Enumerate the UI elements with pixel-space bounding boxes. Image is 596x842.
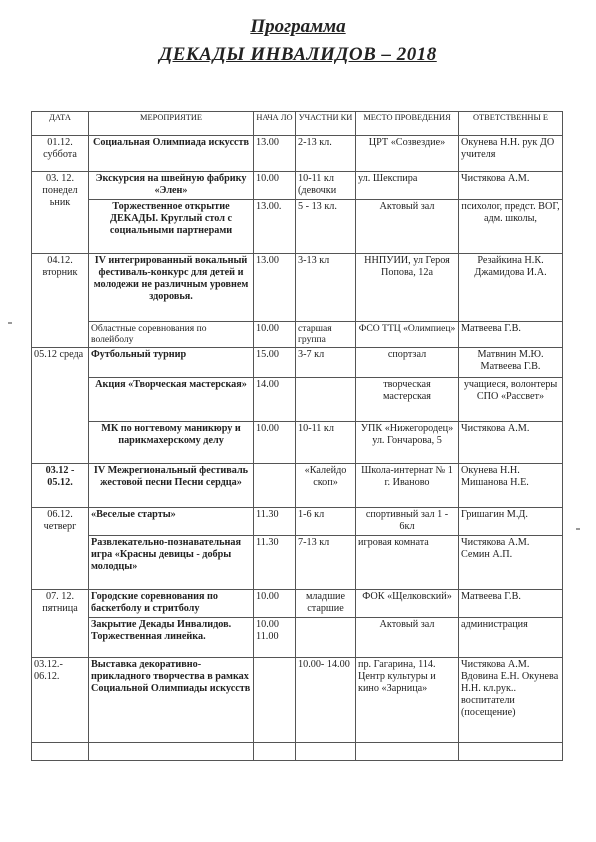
cell-participants: 7-13 кл bbox=[296, 536, 356, 590]
cell-start: 13.00 bbox=[254, 254, 296, 322]
table-row bbox=[32, 618, 563, 658]
cell-date: 07. 12. пятница bbox=[32, 590, 89, 658]
scan-speck bbox=[8, 322, 12, 324]
cell-event: Выставка декоративно-прикладного творчества в рамках Социальной Олимпиады искусств bbox=[89, 658, 254, 743]
cell-place: творческая мастерская bbox=[356, 378, 459, 422]
cell-participants: 3-13 кл bbox=[296, 254, 356, 322]
cell-start: 13.00 bbox=[254, 136, 296, 172]
cell-participants: 10-11 кл bbox=[296, 422, 356, 464]
cell-participants bbox=[296, 618, 356, 658]
cell-responsible: администрация bbox=[459, 618, 563, 658]
table-row bbox=[32, 590, 563, 618]
cell-participants bbox=[296, 378, 356, 422]
cell-place: ННПУИИ, ул Героя Попова, 12а bbox=[356, 254, 459, 322]
cell-place bbox=[356, 743, 459, 761]
header-place: МЕСТО ПРОВЕДЕНИЯ bbox=[356, 112, 459, 136]
cell-participants: 10.00- 14.00 bbox=[296, 658, 356, 743]
cell-start bbox=[254, 464, 296, 508]
cell-event: Экскурсия на швейную фабрику «Элен» bbox=[89, 172, 254, 200]
table-row bbox=[32, 172, 563, 200]
title-line-2: ДЕКАДЫ ИНВАЛИДОВ – 2018 bbox=[159, 44, 437, 65]
cell-start: 10.00 bbox=[254, 590, 296, 618]
cell-responsible: психолог, предст. ВОГ, адм. школы, bbox=[459, 200, 563, 254]
cell-responsible: Чистякова А.М. bbox=[459, 422, 563, 464]
table-row bbox=[32, 658, 563, 743]
table-row bbox=[32, 536, 563, 590]
cell-event bbox=[89, 743, 254, 761]
header-row bbox=[32, 112, 563, 136]
cell-start: 11.30 bbox=[254, 508, 296, 536]
table-row bbox=[32, 200, 563, 254]
cell-responsible: Чистякова А.М. Семин А.П. bbox=[459, 536, 563, 590]
cell-date: 01.12. суббота bbox=[32, 136, 89, 172]
cell-responsible: Резайкина Н.К. Джамидова И.А. bbox=[459, 254, 563, 322]
cell-event: «Веселые старты» bbox=[89, 508, 254, 536]
cell-date: 03.12.- 06.12. bbox=[32, 658, 89, 743]
cell-event: Городские соревнования по баскетболу и стритболу bbox=[89, 590, 254, 618]
header-responsible: ОТВЕТСТВЕННЫ Е bbox=[459, 112, 563, 136]
cell-event: Торжественное открытие ДЕКАДЫ. Круглый стол с социальными партнерами bbox=[89, 200, 254, 254]
cell-event: IV интегрированный вокальный фестиваль-конкурс для детей и молодежи не различным уровнем здоровья. bbox=[89, 254, 254, 322]
cell-start bbox=[254, 743, 296, 761]
cell-responsible: Окунева Н.Н. Мишанова Н.Е. bbox=[459, 464, 563, 508]
table-row bbox=[32, 348, 563, 378]
cell-start: 11.30 bbox=[254, 536, 296, 590]
cell-place: спортивный зал 1 - 6кл bbox=[356, 508, 459, 536]
cell-participants: «Калейдо скоп» bbox=[296, 464, 356, 508]
cell-place: ФОК «Щелковский» bbox=[356, 590, 459, 618]
schedule-table bbox=[31, 111, 563, 761]
cell-participants: 2-13 кл. bbox=[296, 136, 356, 172]
header-date: ДАТА bbox=[32, 112, 89, 136]
cell-start: 10.00 bbox=[254, 422, 296, 464]
cell-responsible: Матвеева Г.В. bbox=[459, 590, 563, 618]
cell-responsible: учащиеся, волонтеры СПО «Рассвет» bbox=[459, 378, 563, 422]
cell-date: 06.12. четверг bbox=[32, 508, 89, 590]
cell-place: ул. Шекспира bbox=[356, 172, 459, 200]
cell-participants: старшая группа bbox=[296, 322, 356, 348]
table-row bbox=[32, 378, 563, 422]
cell-start: 14.00 bbox=[254, 378, 296, 422]
cell-participants bbox=[296, 743, 356, 761]
cell-participants: 5 - 13 кл. bbox=[296, 200, 356, 254]
cell-responsible: Чистякова А.М. bbox=[459, 172, 563, 200]
table-row bbox=[32, 464, 563, 508]
cell-responsible bbox=[459, 743, 563, 761]
header-event: МЕРОПРИЯТИЕ bbox=[89, 112, 254, 136]
cell-participants: 10-11 кл (девочки bbox=[296, 172, 356, 200]
cell-event: Акция «Творческая мастерская» bbox=[89, 378, 254, 422]
cell-date: 04.12. вторник bbox=[32, 254, 89, 348]
table-row bbox=[32, 422, 563, 464]
cell-place: спортзал bbox=[356, 348, 459, 378]
scan-speck bbox=[576, 528, 580, 530]
cell-responsible: Гришагин М.Д. bbox=[459, 508, 563, 536]
cell-start: 13.00. bbox=[254, 200, 296, 254]
cell-place: УПК «Нижегородец» ул. Гончарова, 5 bbox=[356, 422, 459, 464]
cell-event: Развлекательно-познавательная игра «Красны девицы - добры молодцы» bbox=[89, 536, 254, 590]
table-row bbox=[32, 743, 563, 761]
cell-date: 05.12 среда bbox=[32, 348, 89, 464]
cell-start bbox=[254, 658, 296, 743]
cell-start: 10.00 bbox=[254, 322, 296, 348]
cell-responsible: Чистякова А.М. Вдовина Е.Н. Окунева Н.Н. кл.рук.. воспитатели (посещение) bbox=[459, 658, 563, 743]
cell-event: Социальная Олимпиада искусств bbox=[89, 136, 254, 172]
table-row bbox=[32, 508, 563, 536]
cell-place: Актовый зал bbox=[356, 618, 459, 658]
header-participants: УЧАСТНИ КИ bbox=[296, 112, 356, 136]
cell-event: IV Межрегиональный фестиваль жестовой песни Песни сердца» bbox=[89, 464, 254, 508]
cell-event: Закрытие Декады Инвалидов. Торжественная линейка. bbox=[89, 618, 254, 658]
cell-date: 03.12 - 05.12. bbox=[32, 464, 89, 508]
cell-start: 10.00 bbox=[254, 172, 296, 200]
cell-place: игровая комната bbox=[356, 536, 459, 590]
table-row bbox=[32, 136, 563, 172]
cell-responsible: Матвеева Г.В. bbox=[459, 322, 563, 348]
cell-responsible: Матвнин М.Ю. Матвеева Г.В. bbox=[459, 348, 563, 378]
cell-participants: 3-7 кл bbox=[296, 348, 356, 378]
cell-responsible: Окунева Н.Н. рук ДО учителя bbox=[459, 136, 563, 172]
cell-event: Областные соревнования по волейболу bbox=[89, 322, 254, 348]
cell-date bbox=[32, 743, 89, 761]
title-line-1: Программа bbox=[250, 16, 346, 37]
header-start: НАЧА ЛО bbox=[254, 112, 296, 136]
cell-start: 10.00 11.00 bbox=[254, 618, 296, 658]
cell-date: 03. 12. понедел ьник bbox=[32, 172, 89, 254]
table-row bbox=[32, 322, 563, 348]
cell-participants: младшие старшие bbox=[296, 590, 356, 618]
cell-place: ФСО ТТЦ «Олимпиец» bbox=[356, 322, 459, 348]
cell-place: Школа-интернат № 1 г. Иваново bbox=[356, 464, 459, 508]
cell-participants: 1-6 кл bbox=[296, 508, 356, 536]
cell-place: Актовый зал bbox=[356, 200, 459, 254]
cell-start: 15.00 bbox=[254, 348, 296, 378]
cell-place: ЦРТ «Созвездие» bbox=[356, 136, 459, 172]
cell-event: МК по ногтевому маникюру и парикмахерскому делу bbox=[89, 422, 254, 464]
table-row bbox=[32, 254, 563, 322]
cell-event: Футбольный турнир bbox=[89, 348, 254, 378]
cell-place: пр. Гагарина, 114. Центр культуры и кино «Зарница» bbox=[356, 658, 459, 743]
